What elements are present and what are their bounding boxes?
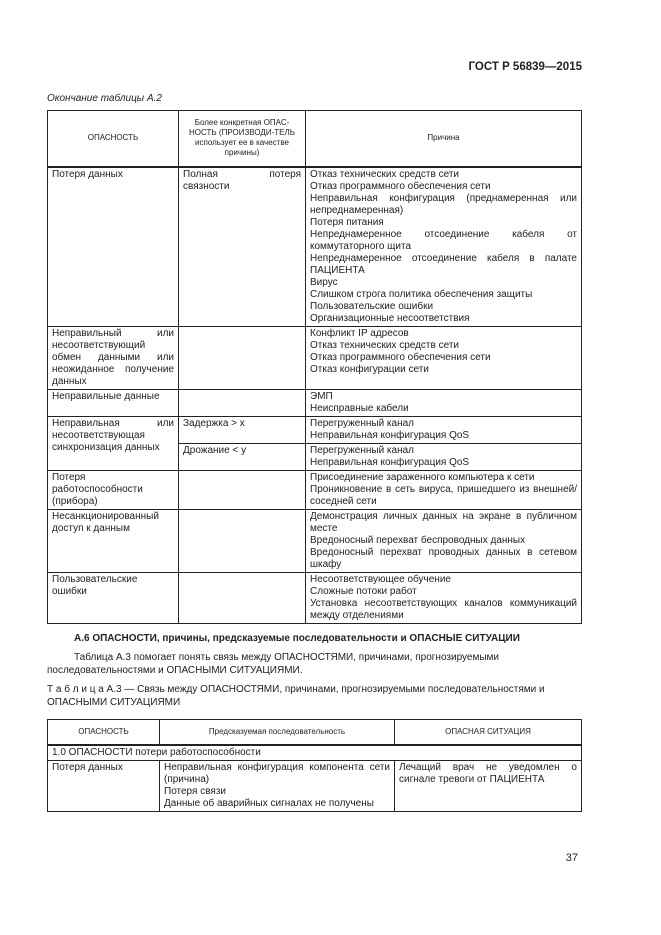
table-title-text: — Связь между ОПАСНОСТЯМИ, причинами, прогнозируемыми последовательностями и ОПАСНЫМИ СИТУАЦИЯМИ [47,683,545,708]
specific-hazard-cell: Дрожание < y [179,443,306,470]
column-header: Предсказуемая последовательность [160,719,395,745]
cause-item: Неправильная конфигурация QoS [310,429,470,441]
page-content [47,60,582,865]
cause-item: Перегруженный канал [310,417,415,429]
cause-item: Проникновение в сеть вируса, пришедшего из внешней/соседней сети [310,483,577,507]
cause-item: Неправильная конфигурация QoS [310,456,470,468]
table-row [48,509,582,572]
causes-cell [306,416,582,443]
cause-item: Перегруженный канал [310,444,415,456]
sequence-item: Потеря связи [164,786,226,797]
table-a3 [47,719,582,813]
cause-item: Вирус [310,276,338,288]
cause-item: Отказ программного обеспечения сети [310,351,491,363]
cause-item: Вредоносный перехват беспроводных данных [310,534,526,546]
section-title: А.6 ОПАСНОСТИ, причины, предсказуемые последовательности и ОПАСНЫЕ СИТУАЦИИ [74,632,520,644]
hazard-cell: Неправильный или несоответствующий обмен данными или неожиданное получение данных [48,326,179,389]
causes-cell [306,389,582,416]
specific-hazard-cell: Полная потеря связности [179,167,306,327]
table-row [48,761,582,812]
cause-item: Пользовательские ошибки [310,300,434,312]
causes-cell [306,470,582,509]
group-cell: 1.0 ОПАСНОСТИ потери работоспособности [48,745,582,761]
table-row [48,326,582,389]
section-paragraph: Таблица А.3 помогает понять связь между ОПАСНОСТЯМИ, причинами, прогнозируемыми последовательностями и ОПАСНЫМИ СИТУАЦИЯМИ. [47,651,499,676]
sequence-cell [160,761,395,812]
cause-item: Слишком строга политика обеспечения защиты [310,288,533,300]
sequence-item: Неправильная конфигурация компонента сети (причина) [164,762,390,785]
hazard-cell: Потеря данных [48,167,179,327]
specific-hazard-cell [179,572,306,623]
causes-cell [306,572,582,623]
cause-item: Непреднамеренное отсоединение кабеля от коммутаторного щита [310,228,577,252]
table-a2 [47,110,582,624]
cause-item: Неисправные кабели [310,402,409,414]
specific-hazard-cell [179,389,306,416]
cause-item: Вредоносный перехват проводных данных в сетевом шкафу [310,546,577,570]
cause-item: Сложные потоки работ [310,585,417,597]
specific-hazard-cell [179,470,306,509]
causes-cell [306,167,582,327]
column-header: ОПАСНАЯ СИТУАЦИЯ [395,719,582,745]
specific-hazard-cell [179,509,306,572]
column-header: Причина [306,111,582,167]
causes-cell [306,326,582,389]
cause-item: Отказ технических средств сети [310,168,459,180]
table-group-row [48,745,582,761]
causes-cell [306,443,582,470]
situation-cell: Лечащий врач не уведомлен о сигнале тревоги от ПАЦИЕНТА [395,761,582,812]
cause-item: Конфликт IP адресов [310,327,409,339]
table-row [48,167,582,327]
cause-item: Неправильная конфигурация (преднамеренная или непреднамеренная) [310,192,577,216]
sequence-item: Данные об аварийных сигналах не получены [164,798,374,809]
hazard-cell: Несанкционированный доступ к данным [48,509,179,572]
table-caption: Окончание таблицы А.2 [47,93,162,104]
hazard-cell: Неправильная или несоответствующая синхронизация данных [48,416,179,470]
table-row [48,389,582,416]
table-a3-title [47,683,582,709]
causes-cell [306,509,582,572]
column-header: Более конкретная ОПАС-НОСТЬ (ПРОИЗВОДИ-ТЕЛЬ использует ее в качестве причины) [179,111,306,167]
cause-item: Отказ технических средств сети [310,339,459,351]
standard-number: ГОСТ Р 56839—2015 [468,61,582,73]
cause-item: Непреднамеренное отсоединение кабеля в палате ПАЦИЕНТА [310,252,577,276]
table-row [48,416,582,443]
cause-item: ЭМП [310,390,333,402]
cause-item: Потеря питания [310,216,384,228]
column-header: ОПАСНОСТЬ [48,111,179,167]
page-number: 37 [565,852,578,864]
cause-item: Демонстрация личных данных на экране в публичном месте [310,510,577,534]
cause-item: Отказ программного обеспечения сети [310,180,491,192]
table-row [48,572,582,623]
cause-item: Организационные несоответствия [310,312,470,324]
cause-item: Отказ конфигурации сети [310,363,429,375]
hazard-cell: Потеря данных [48,761,160,812]
specific-hazard-cell: Задержка > x [179,416,306,443]
column-header: ОПАСНОСТЬ [48,719,160,745]
table-label: Т а б л и ц а А.3 [47,683,122,695]
table-row [48,470,582,509]
specific-hazard-cell [179,326,306,389]
hazard-cell: Неправильные данные [48,389,179,416]
cause-item: Несоответствующее обучение [310,573,451,585]
cause-item: Установка несоответствующих каналов коммуникаций между отделениями [310,597,577,621]
hazard-cell: Потеря работоспособности (прибора) [48,470,179,509]
hazard-cell: Пользовательские ошибки [48,572,179,623]
cause-item: Присоединение зараженного компьютера к сети [310,471,535,483]
